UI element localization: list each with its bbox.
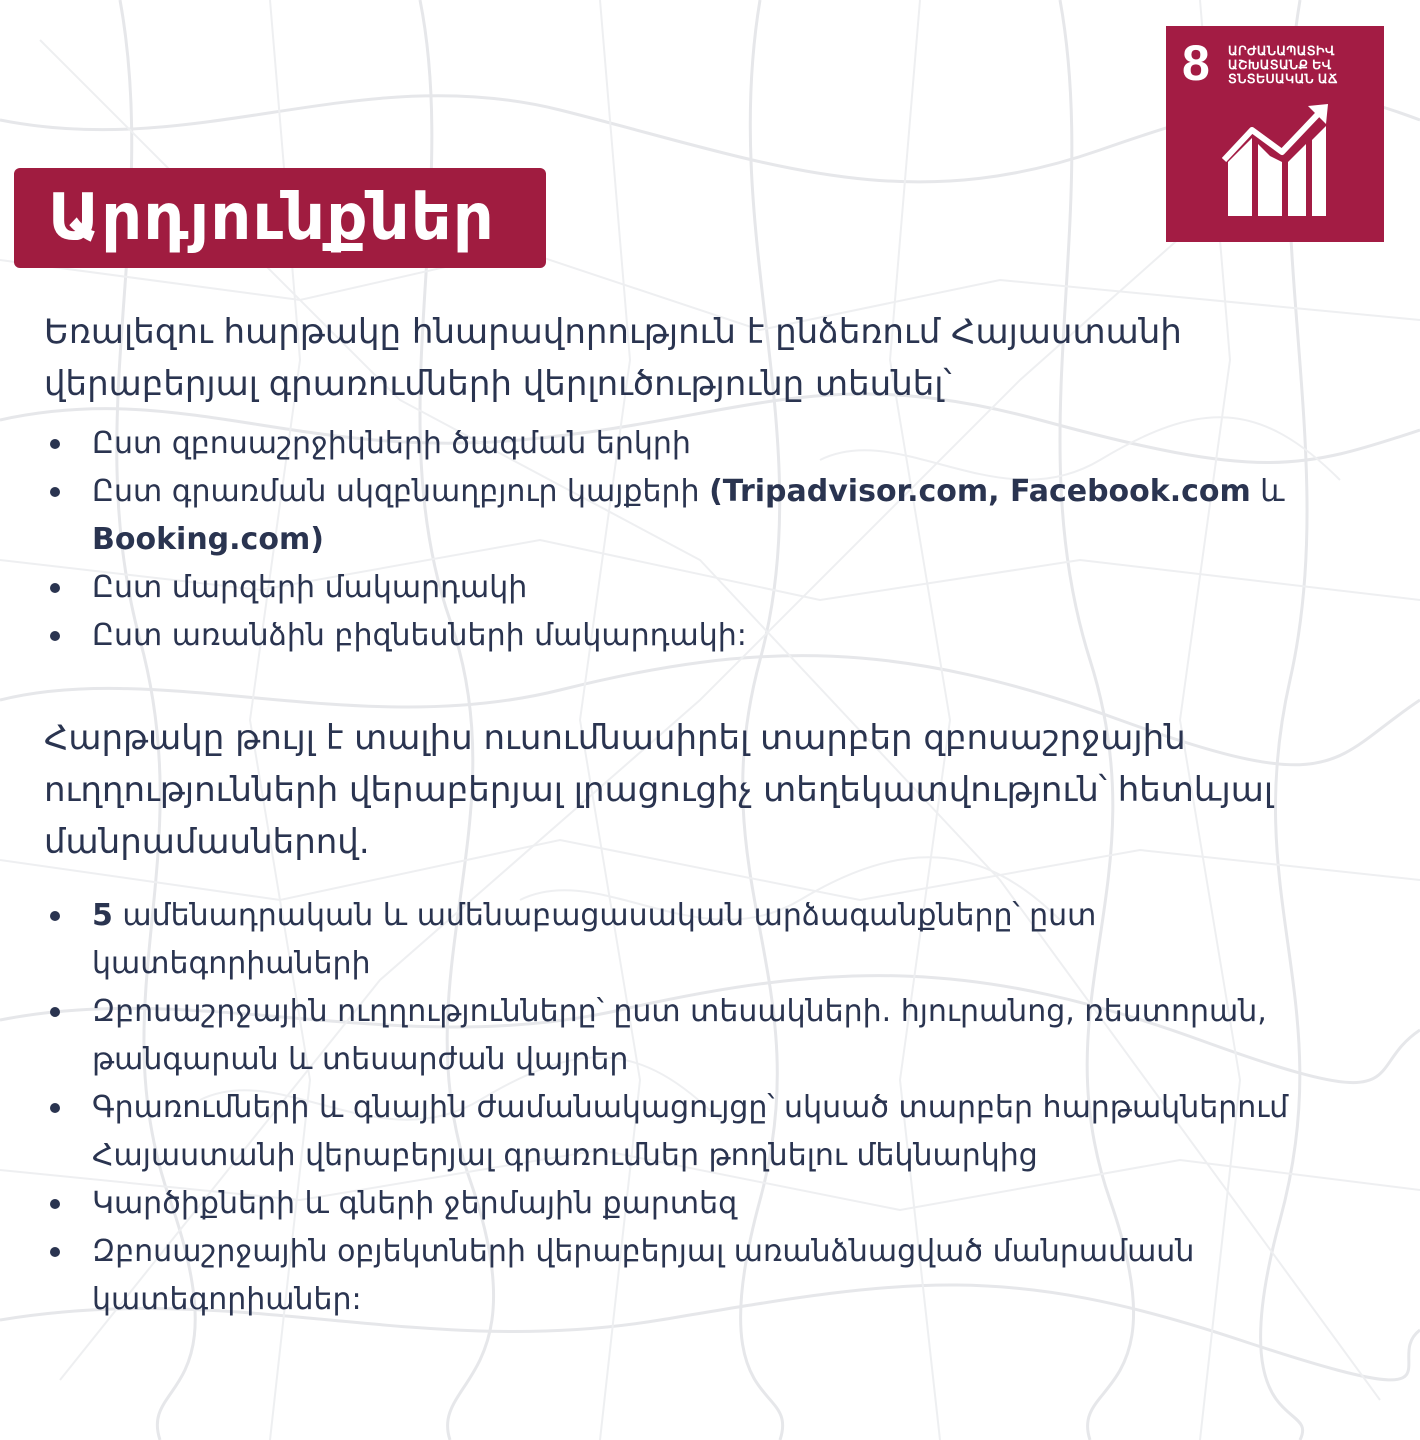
page-title: Արդյունքներ xyxy=(48,181,495,255)
bullet-icon xyxy=(50,583,60,593)
bullet-icon xyxy=(50,631,60,641)
list-item-text: և xyxy=(1250,474,1285,509)
list-item xyxy=(44,892,1384,988)
details-paragraph: Հարթակը թույլ է տալիս ուսումնասիրել տարբեր զբոսաշրջային ուղղությունների վերաբերյալ լրացուցիչ տեղեկատվություն՝ հետևյալ մանրամասներով. xyxy=(44,718,1274,862)
list-item xyxy=(44,612,1384,660)
list-item xyxy=(44,468,1384,564)
list-item-bold: 5 xyxy=(92,898,113,933)
sdg-caption-line: ԱՐԺԱՆԱՊԱՏԻՎ xyxy=(1228,44,1335,58)
list-item-text: Գրառումների և գնային ժամանակացույցը՝ սկսած տարբեր հարթակներում Հայաստանի վերաբերյալ գրառումներ թողնելու մեկնարկից xyxy=(92,1090,1289,1173)
list-item-text: Ըստ առանձին բիզնեսների մակարդակի: xyxy=(92,618,747,653)
bullet-icon xyxy=(50,1247,60,1257)
bullet-icon xyxy=(50,1007,60,1017)
list-item-text: Զբոսաշրջային ուղղությունները՝ ըստ տեսակների. հյուրանոց, ռեստորան, թանգարան և տեսարժան վայրեր xyxy=(92,994,1267,1077)
breakdown-list xyxy=(44,420,1384,660)
details-list xyxy=(44,892,1384,1324)
list-item xyxy=(44,988,1384,1084)
bullet-icon xyxy=(50,1199,60,1209)
list-item-text: ամենադրական և ամենաբացասական արձագանքները՝ ըստ կատեգորիաների xyxy=(92,898,1097,981)
bullet-icon xyxy=(50,487,60,497)
bullet-icon xyxy=(50,439,60,449)
sdg-goal-8-badge xyxy=(1166,26,1384,242)
growth-chart-icon xyxy=(1222,104,1334,216)
list-item xyxy=(44,1228,1384,1324)
bullet-icon xyxy=(50,1103,60,1113)
list-item-text: Ըստ գրառման սկզբնաղբյուր կայքերի xyxy=(92,474,710,509)
list-item-text: Ըստ մարզերի մակարդակի xyxy=(92,570,528,605)
sdg-caption-line: ԱՇԽԱՏԱՆՔ ԵՎ xyxy=(1228,58,1332,72)
list-item xyxy=(44,1180,1384,1228)
list-item-bold: (Tripadvisor.com, Facebook.com xyxy=(709,474,1251,509)
list-item-text: Կարծիքների և գների ջերմային քարտեզ xyxy=(92,1186,738,1221)
list-item xyxy=(44,1084,1384,1180)
list-item xyxy=(44,420,1384,468)
main-content xyxy=(44,306,1384,1324)
bullet-icon xyxy=(50,911,60,921)
sdg-caption-line: ՏՆՏԵՍԱԿԱՆ ԱՃ xyxy=(1228,72,1338,86)
list-item-text: Ըստ զբոսաշրջիկների ծագման երկրի xyxy=(92,426,691,461)
title-banner xyxy=(14,168,546,268)
list-item-text: Զբոսաշրջային օբյեկտների վերաբերյալ առանձնացված մանրամասն կատեգորիաներ: xyxy=(92,1234,1195,1317)
sdg-caption xyxy=(1228,44,1338,86)
sdg-number: 8 xyxy=(1182,35,1210,91)
list-item xyxy=(44,564,1384,612)
list-item-bold: Booking.com) xyxy=(92,522,324,557)
intro-paragraph: Եռալեզու հարթակը հնարավորություն է ընձեռում Հայաստանի վերաբերյալ գրառումների վերլուծությունը տեսնել՝ xyxy=(44,312,1182,404)
